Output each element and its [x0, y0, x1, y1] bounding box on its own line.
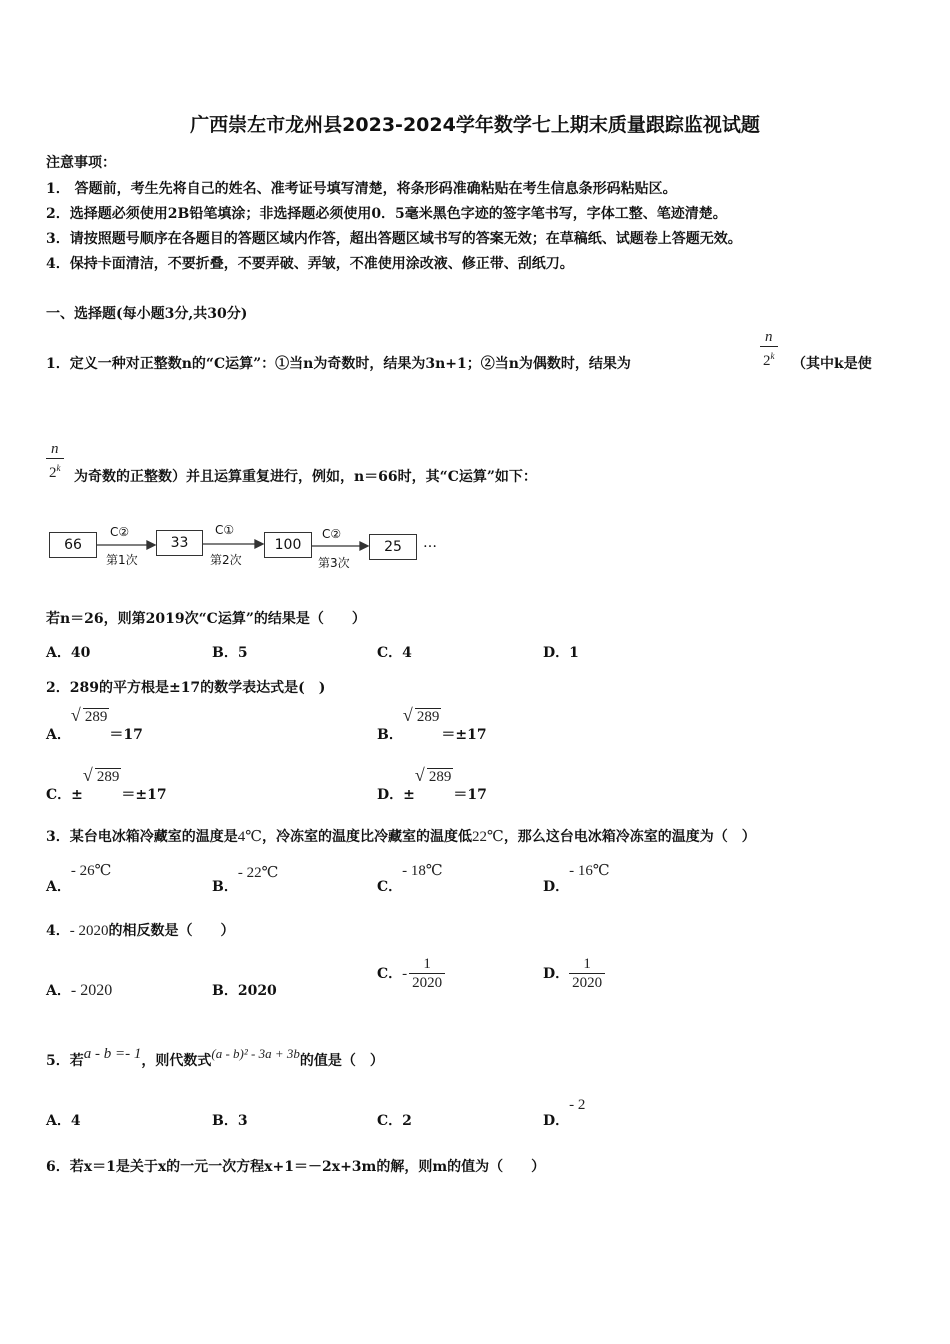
q1-option-b: B．5	[212, 645, 248, 661]
diagram-arrows	[0, 0, 950, 600]
q2-option-d: D．± √ 289＝17	[377, 765, 487, 803]
notice-heading: 注意事项：	[46, 155, 116, 171]
q3-option-a: A．- 26℃	[46, 863, 112, 895]
q1-stem: 若n＝26，则第2019次“C运算”的结果是（ ）	[46, 611, 366, 627]
diagram-box: 100	[264, 532, 312, 558]
step-label: 第2次	[210, 553, 242, 567]
q4-option-c: C．- $\frac{1}{2020}$	[377, 955, 445, 992]
op-label: C②	[322, 527, 342, 541]
q1-fraction: $\frac{n}{2^k}$	[760, 328, 778, 370]
q2-option-b: B． √ 289＝±17	[377, 705, 487, 743]
q4-option-a: A．- 2020	[46, 982, 113, 999]
q1-line1: 1．定义一种对正整数n的“C运算”：①当n为奇数时，结果为3n+1；②当n为偶数时，结果为	[46, 356, 631, 372]
diagram-box: 25	[369, 534, 417, 560]
q1-line2: 为奇数的正整数）并且运算重复进行，例如，n＝66时，其“C运算”如下：	[74, 469, 537, 485]
diagram-box: 33	[156, 530, 203, 556]
q5-option-c: C．2	[377, 1113, 412, 1129]
q4-option-d: D． $\frac{1}{2020}$	[543, 955, 605, 992]
q1-fraction-2: $\frac{n}{2^k}$	[46, 440, 64, 482]
q3-stem: 3．某台电冰箱冷藏室的温度是4℃，冷冻室的温度比冷藏室的温度低22℃，那么这台电冰箱冷冻室的温度为（ ）	[46, 829, 756, 845]
q5-option-b: B．3	[212, 1113, 248, 1129]
op-label: C②	[110, 525, 130, 539]
q3-option-c: C．- 18℃	[377, 863, 443, 895]
q2-stem: 2．289的平方根是±17的数学表达式是( )	[46, 680, 326, 696]
q5-option-a: A．4	[46, 1113, 81, 1129]
q2-option-a: A． √ 289＝17	[46, 705, 143, 743]
section-heading: 一、选择题(每小题3分,共30分)	[46, 306, 248, 322]
q6-stem: 6．若x＝1是关于x的一元一次方程x+1＝－2x+3m的解，则m的值为（ ）	[46, 1159, 546, 1175]
q1-option-c: C．4	[377, 645, 412, 661]
q3-option-d: D．- 16℃	[543, 863, 610, 895]
notice-item: 1． 答题前，考生先将自己的姓名、准考证号填写清楚，将条形码准确粘贴在考生信息条形码粘贴区。	[46, 181, 677, 197]
q3-option-b: B．- 22℃	[212, 865, 279, 895]
q2-option-c: C．± √ 289＝±17	[46, 765, 167, 803]
page-title: 广西崇左市龙州县2023-2024学年数学七上期末质量跟踪监视试题	[190, 114, 760, 136]
notice-item: 2．选择题必须使用2B铅笔填涂；非选择题必须使用0．5毫米黑色字迹的签字笔书写，字体工整、笔迹清楚。	[46, 206, 727, 222]
notice-item: 3．请按照题号顺序在各题目的答题区域内作答，超出答题区域书写的答案无效；在草稿纸、试题卷上答题无效。	[46, 231, 742, 247]
notice-item: 4．保持卡面清洁，不要折叠，不要弄破、弄皱，不准使用涂改液、修正带、刮纸刀。	[46, 256, 574, 272]
diagram-box: 66	[49, 532, 97, 558]
q4-stem: 4．- 2020的相反数是（ ）	[46, 923, 235, 939]
q1-line1-end: （其中k是使	[792, 356, 872, 372]
diagram-ellipsis: …	[423, 535, 437, 551]
step-label: 第3次	[318, 556, 350, 570]
q1-option-a: A．40	[46, 645, 91, 661]
q5-option-d: D．- 2	[543, 1097, 586, 1129]
q1-option-d: D．1	[543, 645, 579, 661]
step-label: 第1次	[106, 553, 138, 567]
q4-option-b: B．2020	[212, 983, 277, 999]
op-label: C①	[215, 523, 235, 537]
q5-stem: 5．若a - b =- 1，则代数式(a - b)² - 3a + 3b的值是（ ）	[46, 1046, 384, 1069]
